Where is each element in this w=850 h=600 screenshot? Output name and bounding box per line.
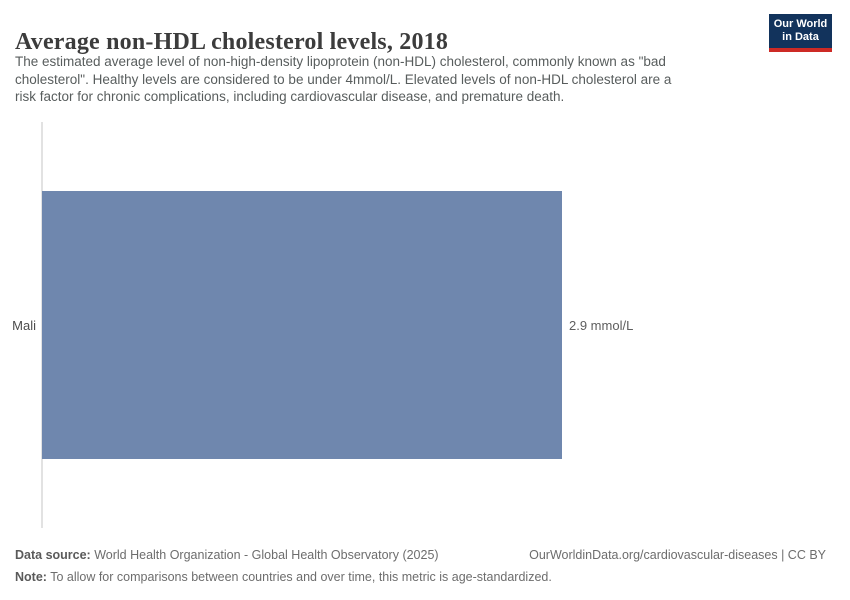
note-label: Note: [15,570,47,584]
note-line [15,570,552,584]
owid-logo[interactable] [769,14,832,52]
chart-subtitle [15,53,755,106]
owid-logo-line2: in Data [782,31,819,43]
subtitle-line: The estimated average level of non-high-density lipoprotein (non-HDL) cholesterol, commonly known as "bad [15,54,666,69]
bar-mali[interactable] [42,191,562,458]
entity-label-mali[interactable]: Mali [12,317,36,333]
owid-url-link[interactable]: OurWorldinData.org/cardiovascular-diseases | CC BY [529,548,826,562]
data-source-label: Data source: [15,548,91,562]
note-text: To allow for comparisons between countries and over time, this metric is age-standardized. [46,570,552,584]
bar-row [0,122,850,528]
data-source-line [15,547,439,563]
bar-chart-rows [0,122,850,528]
owid-logo-line1: Our World [773,18,828,30]
chart-footer [15,547,826,585]
data-source-text: World Health Organization - Global Health Observatory (2025) [90,548,439,562]
page-title: Average non-HDL cholesterol levels, 2018 [15,29,449,56]
bar-track [42,122,634,528]
value-label: 2.9 mmol/L [569,317,634,333]
subtitle-line: cholesterol". Healthy levels are considered to be under 4mmol/L. Elevated levels of non-HDL cholesterol are a [15,71,672,87]
subtitle-line: risk factor for chronic complications, including cardiovascular disease, and premature death. [15,89,565,104]
bar-chart [0,122,850,528]
